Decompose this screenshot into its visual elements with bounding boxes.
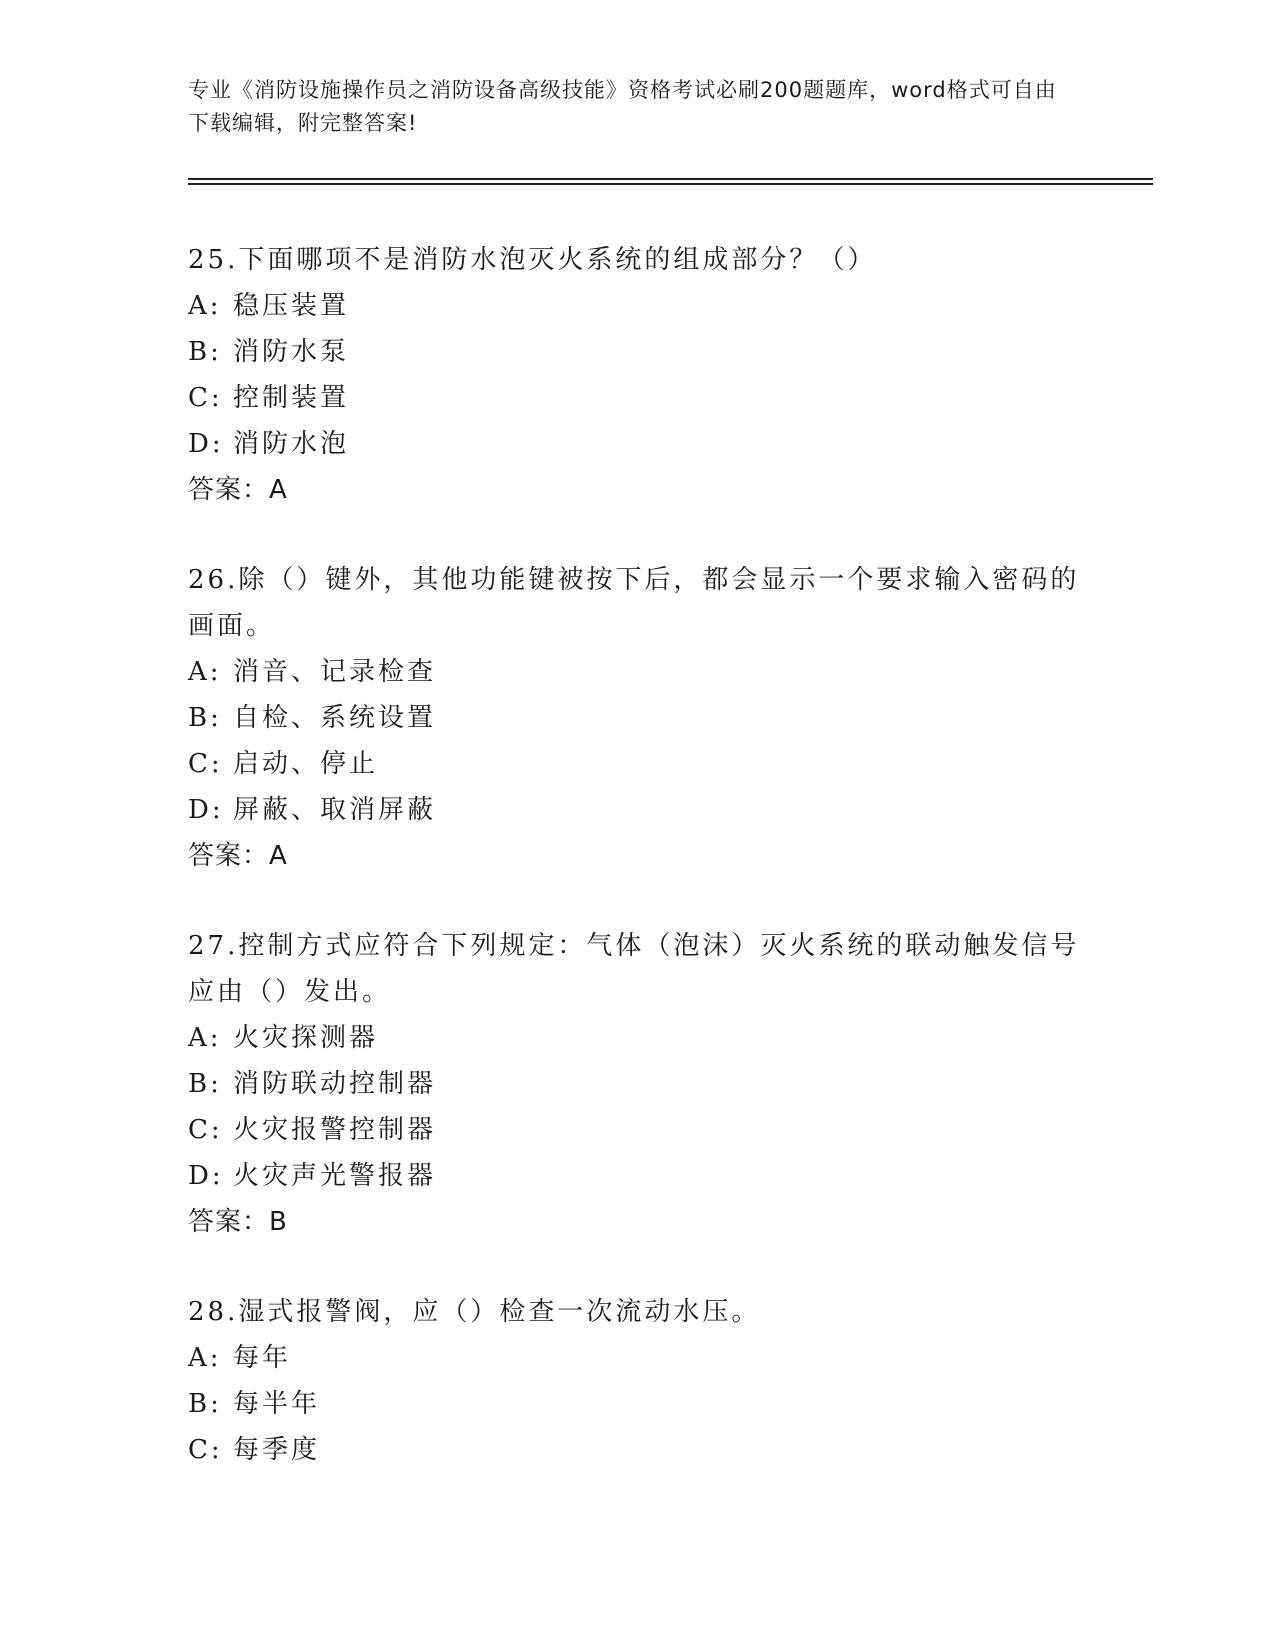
option-text: 消防联动控制器 [233, 1069, 437, 1099]
option-letter: B: [188, 1389, 222, 1419]
option-letter: C: [188, 1435, 223, 1465]
question-28 [188, 1289, 1088, 1473]
option-letter: B: [188, 703, 222, 733]
document-header: 专业《消防设施操作员之消防设备高级技能》资格考试必刷200题题库，word格式可自由下载编辑，附完整答案! [188, 78, 1057, 135]
option-a [188, 283, 1088, 329]
option-letter: C: [188, 749, 223, 779]
option-text: 消防水泡 [233, 429, 350, 459]
option-a [188, 1335, 1088, 1381]
option-text: 消防水泵 [233, 337, 350, 367]
option-b [188, 1381, 1088, 1427]
question-27 [188, 923, 1088, 1245]
option-text: 火灾报警控制器 [233, 1115, 437, 1145]
answer-line: 答案：B [188, 1207, 288, 1237]
header-divider-top [188, 178, 1153, 180]
option-text: 稳压装置 [233, 291, 350, 321]
option-letter: B: [188, 1069, 222, 1099]
option-a [188, 1015, 1088, 1061]
option-c [188, 1107, 1088, 1153]
option-letter: B: [188, 337, 222, 367]
option-letter: A: [188, 657, 222, 687]
option-letter: D: [188, 795, 224, 825]
option-d [188, 787, 1088, 833]
option-b [188, 1061, 1088, 1107]
option-text: 启动、停止 [233, 749, 379, 779]
option-text: 每半年 [233, 1389, 321, 1419]
option-letter: A: [188, 1023, 222, 1053]
option-letter: C: [188, 1115, 223, 1145]
option-text: 火灾声光警报器 [233, 1161, 437, 1191]
option-c [188, 741, 1088, 787]
option-d [188, 1153, 1088, 1199]
question-stem: 27.控制方式应符合下列规定：气体（泡沫）灭火系统的联动触发信号应由（）发出。 [188, 931, 1080, 1007]
option-d [188, 421, 1088, 467]
question-stem: 25.下面哪项不是消防水泡灭火系统的组成部分？（） [188, 245, 877, 275]
option-c [188, 1427, 1088, 1473]
question-26 [188, 557, 1088, 879]
question-list [188, 237, 1088, 1517]
option-b [188, 695, 1088, 741]
option-text: 每年 [233, 1343, 292, 1373]
option-letter: A: [188, 1343, 222, 1373]
question-stem: 28.湿式报警阀，应（）检查一次流动水压。 [188, 1297, 761, 1327]
option-text: 火灾探测器 [233, 1023, 379, 1053]
answer-line: 答案：A [188, 475, 288, 505]
option-letter: D: [188, 1161, 224, 1191]
option-letter: C: [188, 383, 223, 413]
answer-line: 答案：A [188, 841, 288, 871]
option-text: 屏蔽、取消屏蔽 [233, 795, 437, 825]
question-stem: 26.除（）键外，其他功能键被按下后，都会显示一个要求输入密码的画面。 [188, 565, 1080, 641]
option-text: 自检、系统设置 [233, 703, 437, 733]
question-25 [188, 237, 1088, 513]
option-a [188, 649, 1088, 695]
header-divider-bottom [188, 183, 1153, 185]
option-text: 消音、记录检查 [233, 657, 437, 687]
option-c [188, 375, 1088, 421]
option-text: 每季度 [233, 1435, 321, 1465]
option-letter: D: [188, 429, 224, 459]
option-letter: A: [188, 291, 222, 321]
option-b [188, 329, 1088, 375]
option-text: 控制装置 [233, 383, 350, 413]
